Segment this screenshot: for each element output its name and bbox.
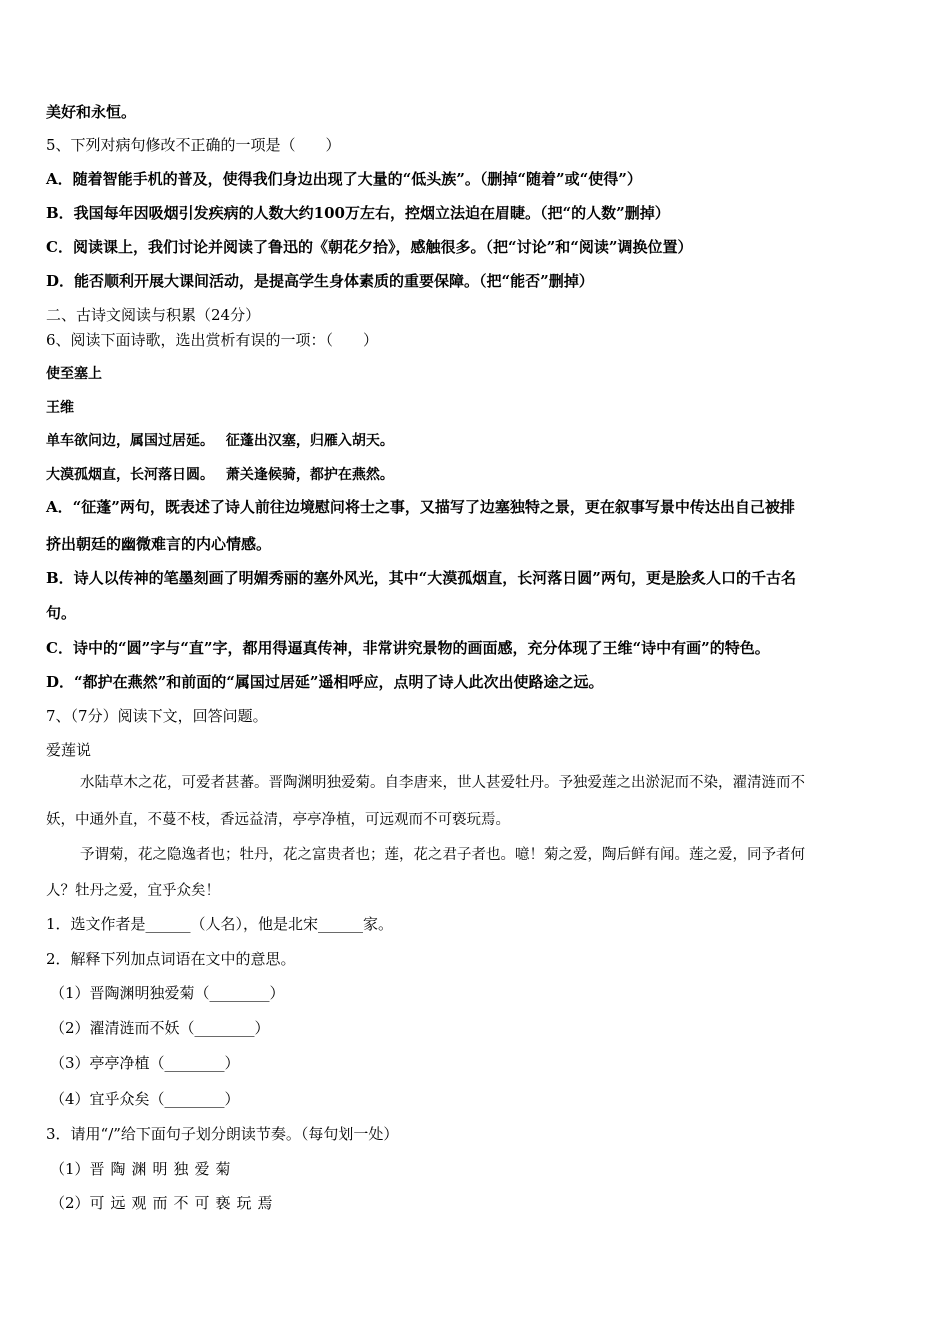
option-6c: C．诗中的“圆”字与“直”字，都用得逼真传神，非常讲究景物的画面感，充分体现了王维“诗中有画”的特色。: [46, 639, 770, 657]
essay-paragraph: 水陆草木之花，可爱者甚蕃。晋陶渊明独爱菊。自李唐来，世人甚爱牡丹。予独爱莲之出淤泥而不染，濯清涟而不: [80, 775, 805, 791]
sub-question-2: 2．解释下列加点词语在文中的意思。: [46, 950, 296, 968]
sub-question-3: 3．请用“/”给下面句子划分朗读节奏。（每句划一处）: [46, 1125, 399, 1143]
option-6a-cont: 挤出朝廷的幽微难言的内心情感。: [46, 535, 272, 553]
item-label: （2）: [50, 1194, 90, 1212]
text-line: 美好和永恒。: [46, 103, 137, 121]
option-6a: A．“征蓬”两句，既表述了诗人前往边境慰问将士之事，又描写了边塞独特之景，更在叙事写景中传达出自己被排: [46, 498, 795, 516]
option-5d: D．能否顺利开展大课间活动，是提高学生身体素质的重要保障。（把“能否”删掉）: [46, 272, 594, 290]
poem-title: 使至塞上: [46, 366, 102, 382]
essay-paragraph-cont: 人？牡丹之爱，宜乎众矣！: [46, 883, 220, 899]
option-6d: D．“都护在燕然”和前面的“属国过居延”遥相呼应，点明了诗人此次出使路途之远。: [46, 673, 604, 691]
option-5c: C．阅读课上，我们讨论并阅读了鲁迅的《朝花夕拾》，感触很多。（把“讨论”和“阅读”调换位置）: [46, 238, 693, 256]
sub-question-3-item: [50, 1159, 237, 1179]
sub-question-2-item: （1）晋陶渊明独爱菊（________）: [50, 984, 285, 1002]
poem-line: 大漠孤烟直，长河落日圆。 萧关逢候骑，都护在燕然。: [46, 467, 394, 483]
option-6b-cont: 句。: [46, 604, 77, 622]
sub-question-1: 1．选文作者是______（人名），他是北宋______家。: [46, 915, 394, 933]
option-6b: B．诗人以传神的笔墨刻画了明媚秀丽的塞外风光，其中“大漠孤烟直，长河落日圆”两句，更是脍炙人口的千古名: [46, 569, 796, 587]
option-5b: B．我国每年因吸烟引发疾病的人数大约100万左右，控烟立法迫在眉睫。（把“的人数”删掉）: [46, 204, 670, 222]
sentence-text: 可远观而不可亵玩焉: [89, 1194, 279, 1212]
essay-paragraph: 予谓菊，花之隐逸者也；牡丹，花之富贵者也；莲，花之君子者也。噫！菊之爱，陶后鲜有闻。莲之爱，同予者何: [80, 847, 805, 863]
section-heading: 二、古诗文阅读与积累（24分）: [46, 306, 261, 324]
poem-line: 单车欲问边，属国过居延。 征蓬出汉塞，归雁入胡天。: [46, 433, 394, 449]
essay-paragraph-cont: 妖，中通外直，不蔓不枝，香远益清，亭亭净植，可远观而不可亵玩焉。: [46, 812, 510, 828]
option-5a: A．随着智能手机的普及，使得我们身边出现了大量的“低头族”。（删掉“随着”或“使得”）: [46, 170, 642, 188]
sentence-text: 晋陶渊明独爱菊: [89, 1160, 237, 1178]
question-7: 7、（7分）阅读下文，回答问题。: [46, 707, 268, 725]
sub-question-3-item: [50, 1193, 279, 1213]
sub-question-2-item: （3）亭亭净植（________）: [50, 1054, 240, 1072]
question-6: 6、阅读下面诗歌，选出赏析有误的一项：（ ）: [46, 331, 379, 349]
essay-title: 爱莲说: [46, 741, 92, 759]
poem-author: 王维: [46, 400, 74, 416]
question-5: 5、下列对病句修改不正确的一项是（ ）: [46, 136, 341, 154]
sub-question-2-item: （4）宜乎众矣（________）: [50, 1090, 240, 1108]
item-label: （1）: [50, 1160, 90, 1178]
sub-question-2-item: （2）濯清涟而不妖（________）: [50, 1019, 270, 1037]
